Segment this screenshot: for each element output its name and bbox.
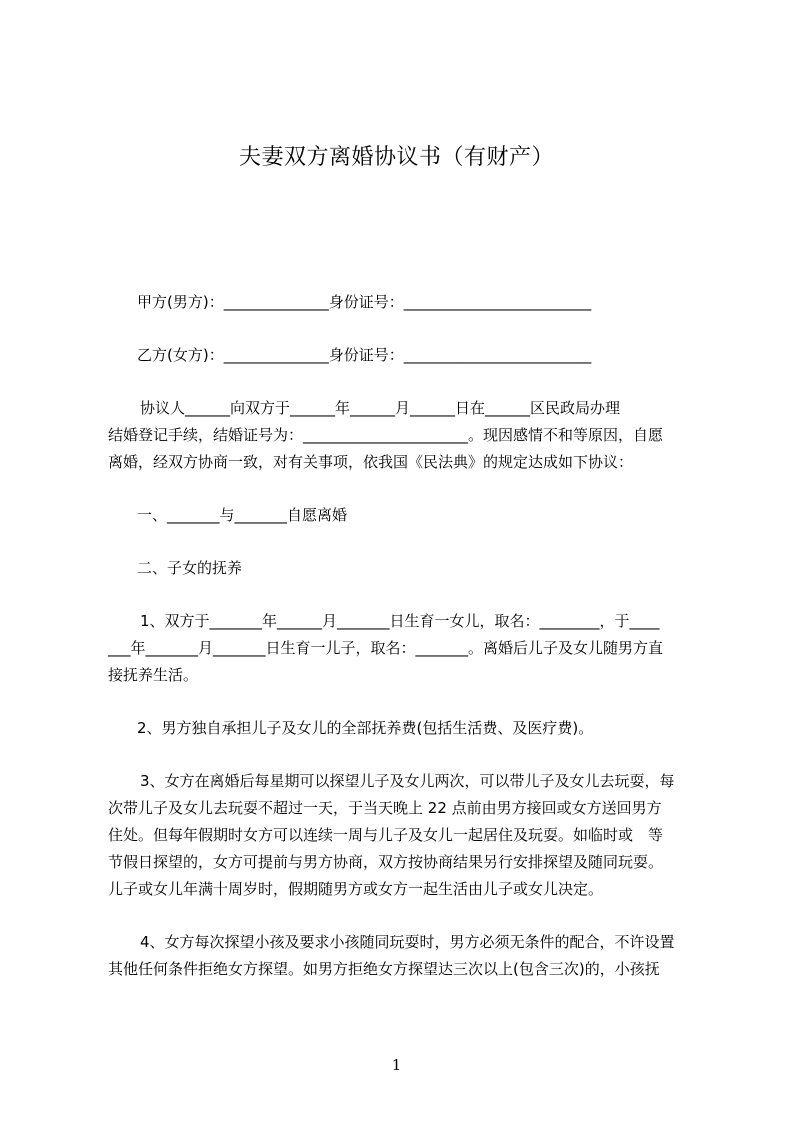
preamble-line-1: 协议人______向双方于______年______月______日在______区民政局办理 [140, 399, 621, 417]
section-2-heading: 二、子女的抚养 [137, 559, 243, 577]
clause-3-line-5: 儿子或女儿年满十周岁时，假期随男方或女方一起生活由儿子或女儿决定。 [108, 880, 604, 898]
page-number: 1 [391, 1056, 402, 1074]
clause-4-line-2: 其他任何条件拒绝女方探望。如男方拒绝女方探望达三次以上(包含三次)的，小孩抚 [108, 960, 660, 978]
section-1-heading: 一、_______与_______自愿离婚 [137, 506, 348, 524]
clause-1-line-3: 接抚养生活。 [108, 666, 199, 684]
clause-2-line: 2、男方独自承担儿子及女儿的全部抚养费(包括生活费、及医疗费)。 [137, 719, 594, 737]
clause-3-line-4: 节假日探望的，女方可提前与男方协商，双方按协商结果另行安排探望及随同玩耍。 [108, 853, 664, 871]
party-b-line: 乙方(女方)：______________身份证号：_________________________ [137, 346, 592, 364]
clause-1-line-1: 1、双方于_______年______月_______日生育一女儿，取名：________，于____ [140, 612, 660, 630]
party-a-line: 甲方(男方)：______________身份证号：_________________________ [137, 293, 592, 311]
clause-1-line-2: ___年_______月_______日生育一儿子，取名：_______。离婚后儿子及女儿随男方直 [108, 639, 664, 657]
document-title: 夫妻双方离婚协议书（有财产） [238, 145, 554, 170]
preamble-line-3: 离婚，经双方协商一致，对有关事项，依我国《民法典》的规定达成如下协议： [108, 453, 634, 471]
preamble-line-2: 结婚登记手续，结婚证号为：______________________。现因感情不和等原因，自愿 [108, 426, 664, 444]
clause-3-line-1: 3、女方在离婚后每星期可以探望儿子及女儿两次，可以带儿子及女儿去玩耍，每 [140, 772, 675, 790]
clause-3-line-2: 次带儿子及女儿去玩耍不超过一天，于当天晚上 22 点前由男方接回或女方送回男方 [108, 799, 662, 817]
clause-3-line-3: 住处。但每年假期时女方可以连续一周与儿子及女儿一起居住及玩耍。如临时或 等 [108, 826, 664, 844]
clause-4-line-1: 4、女方每次探望小孩及要求小孩随同玩耍时，男方必须无条件的配合，不许设置 [140, 933, 675, 951]
